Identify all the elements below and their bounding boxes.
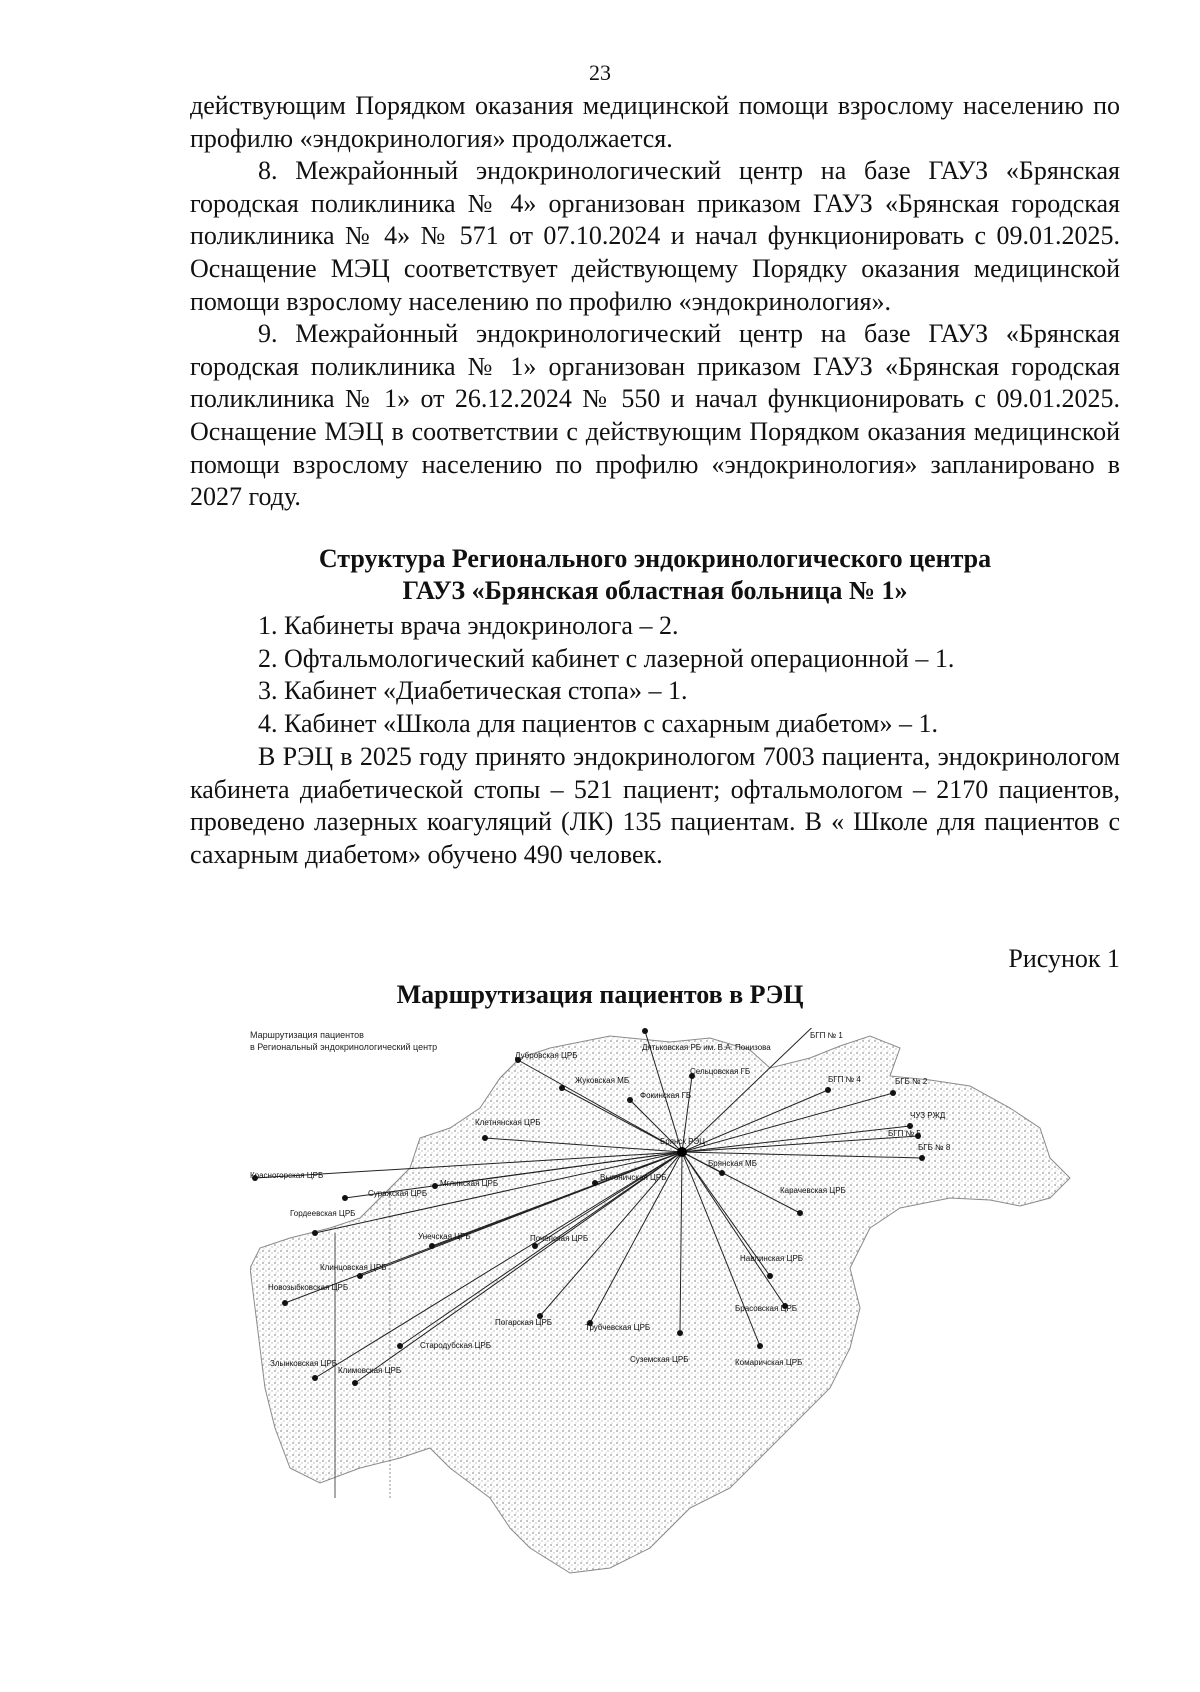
hub-node [677,1147,687,1157]
structure-list [258,610,1118,740]
district-label: Мглинская ЦРБ [440,1179,499,1188]
district-node [825,1087,831,1093]
district-label: Суземская ЦРБ [630,1355,689,1364]
district-label: Сельцовская ГБ [690,1067,751,1076]
structure-list-item: 2. Офтальмологический кабинет с лазерной операционной – 1. [258,643,955,673]
district-label: Клинцовская ЦРБ [320,1263,387,1272]
map-caption-line2: в Региональный эндокринологический центр [250,1042,438,1052]
district-label: Новозыбковская ЦРБ [268,1283,349,1292]
page-number: 23 [589,60,611,85]
hub-label: Брянск РЭЦ [660,1137,706,1146]
district-node [719,1170,725,1176]
structure-list-item: 3. Кабинет «Диабетическая стопа» – 1. [258,676,688,706]
district-node [532,1243,538,1249]
section-heading [190,543,1120,607]
district-label: Климовская ЦРБ [338,1366,402,1375]
district-node [282,1300,288,1306]
district-node [357,1273,363,1279]
paragraph-item-8: 8. Межрайонный эндокринологический центр на базе ГАУЗ «Брянская городская поликлиника № 4» организован приказом ГАУЗ «Брянская городская поликлиника № 4» № 571 от 07.10.2024 и начал функционировать с 09.01.2025. Оснащение МЭЦ соответствует действующему Порядку оказания медицинской помощи взрослому населению по профилю «эндокринология». [190,156,1120,316]
district-label: Стародубская ЦРБ [420,1341,491,1350]
paragraph-continuation: действующим Порядком оказания медицинской помощи взрослому населению по профилю «эндокринология» продолжается. [190,91,1120,153]
district-label: Злынковская ЦРБ [270,1359,338,1368]
routing-map [250,1028,1140,1588]
district-node [642,1028,648,1034]
district-label: Унечская ЦРБ [418,1232,471,1241]
district-node [352,1380,358,1386]
figure-label: Рисунок 1 [1008,944,1120,973]
district-label: Карачевская ЦРБ [780,1186,846,1195]
district-label: БГП № 4 [828,1075,861,1084]
district-label: Навлинская ЦРБ [740,1254,804,1263]
district-node [482,1135,488,1141]
district-node [890,1090,896,1096]
region-outline [250,1036,1070,1573]
summary-paragraph: В РЭЦ в 2025 году принято эндокринологом 7003 пациента, эндокринологом кабинета диабетической стопы – 521 пациент; офтальмологом – 2170 пациентов, проведено лазерных коагуляций (ЛК) 135 пациентам. В « Школе для пациентов с сахарным диабетом» обучено 490 человек. [190,742,1120,869]
section-heading-line2: ГАУЗ «Брянская областная больница № 1» [402,576,908,605]
district-node [429,1243,435,1249]
district-node [342,1195,348,1201]
district-label: Брасовская ЦРБ [735,1304,798,1313]
district-label: Почепская ЦРБ [530,1234,589,1243]
section-heading-line1: Структура Регионального эндокринологического центра [318,544,992,573]
district-node [797,1210,803,1216]
district-node [677,1330,683,1336]
district-label: БГП № 1 [810,1031,843,1040]
district-label: Гордеевская ЦРБ [290,1209,356,1218]
district-label: Суражская ЦРБ [368,1189,428,1198]
district-label: Дубровская ЦРБ [515,1051,578,1060]
structure-list-item: 1. Кабинеты врача эндокринолога – 2. [258,611,679,640]
district-label: Трубчевская ЦРБ [585,1323,651,1332]
district-node [397,1343,403,1349]
body-text-top [190,90,1120,514]
map-caption-line1: Маршрутизация пациентов [250,1030,364,1040]
district-node [432,1183,438,1189]
district-label: ЧУЗ РЖД [910,1111,946,1120]
district-node [627,1097,633,1103]
district-label: Выгоничская ЦРБ [600,1173,667,1182]
district-label: Фокинская ГБ [640,1091,692,1100]
district-label: Дятьковская РБ им. В.А. Понизова [642,1043,771,1052]
figure-title: Маршрутизация пациентов в РЭЦ [396,980,804,1009]
district-node [919,1155,925,1161]
district-label: Комаричская ЦРБ [735,1358,803,1367]
district-label: Брянская МБ [708,1159,757,1168]
district-node [312,1230,318,1236]
structure-list-item: 4. Кабинет «Школа для пациентов с сахарным диабетом» – 1. [258,708,938,738]
paragraph-item-9: 9. Межрайонный эндокринологический центр на базе ГАУЗ «Брянская городская поликлиника № 1» организован приказом ГАУЗ «Брянская городская поликлиника № 1» от 26.12.2024 № 550 и начал функционировать с 09.01.2025. Оснащение МЭЦ в соответствии с действующим Порядком оказания медицинской помощи взрослому населению по профилю «эндокринология» запланировано в 2027 году. [190,319,1120,512]
district-node [559,1085,565,1091]
district-node [767,1273,773,1279]
district-label: БГБ № 2 [895,1077,928,1086]
district-label: Клетнянская ЦРБ [475,1118,541,1127]
district-label: Жуковская МБ [575,1076,630,1085]
district-label: БГБ № 8 [918,1143,951,1152]
district-node [592,1180,598,1186]
district-node [757,1343,763,1349]
district-label: Красногорская ЦРБ [250,1171,324,1180]
district-label: БГП № 5 [888,1129,921,1138]
body-text-summary [190,741,1120,871]
district-label: Погарская ЦРБ [495,1318,553,1327]
district-node [312,1375,318,1381]
